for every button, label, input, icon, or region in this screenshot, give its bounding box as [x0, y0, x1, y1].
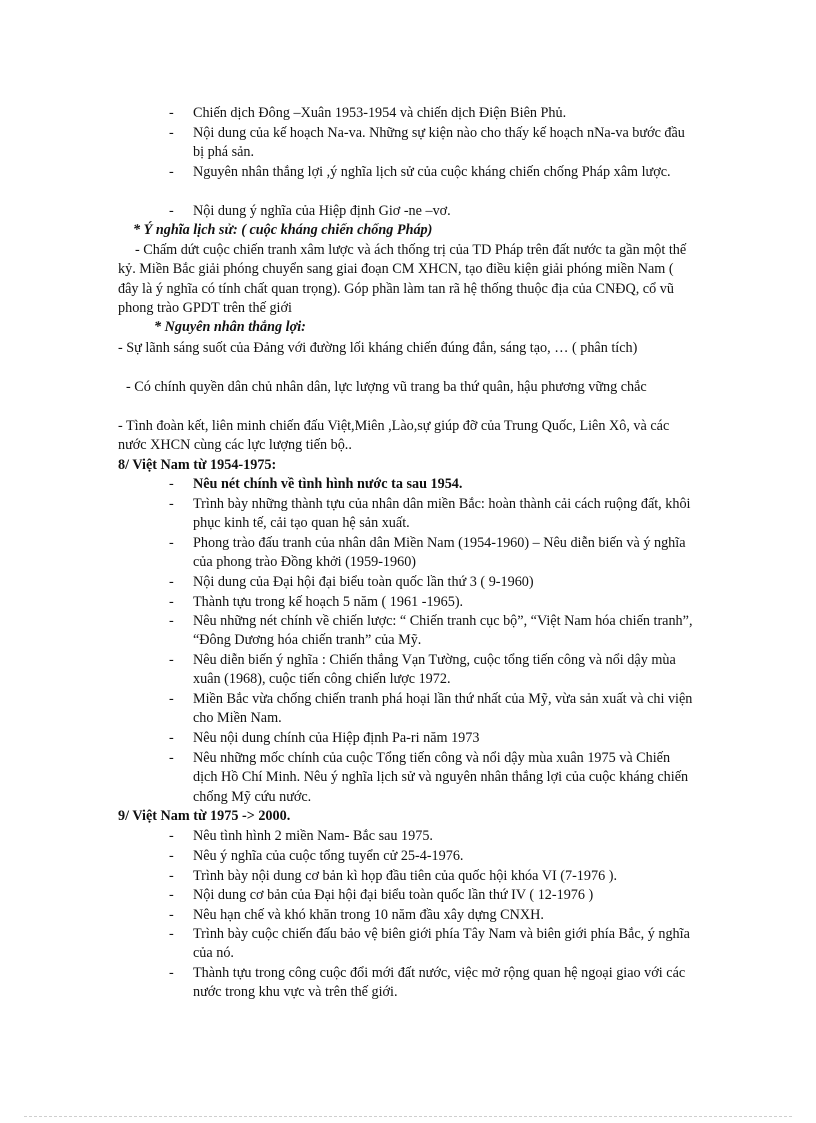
list-item-text: Trình bày những thành tựu của nhân dân miền Bắc: hoàn thành cải cách ruộng đất, khôi phục kinh tế, cải tạo quan hệ sản xuất.: [193, 496, 691, 532]
section-heading-9: [118, 807, 518, 826]
page-bottom-divider: [24, 1116, 792, 1117]
list-dash: -: [169, 868, 174, 884]
list-item-text: Chiến dịch Đông –Xuân 1953-1954 và chiến dịch Điện Biên Phủ.: [193, 105, 567, 121]
list-dash: -: [169, 594, 174, 610]
list-item-text: Nêu nét chính về tình hình nước ta sau 1954.: [193, 476, 463, 492]
list-dash: -: [169, 535, 174, 551]
list-item-text: Nội dung cơ bản của Đại hội đại biểu toàn quốc lần thứ IV ( 12-1976 ): [193, 887, 594, 903]
paragraph-meaning: - Chấm dứt cuộc chiến tranh xâm lược và ách thống trị của TD Pháp trên đất nước ta gần một thế kỷ. Miền Bắc giải phóng chuyển sang giai đoạn CM XHCN, tạo điều kiện giải phóng miền Nam ( đây là ý nghĩa có tính chất quan trọng). Góp phần làm tan rã hệ thống thuộc địa của CNĐQ, cổ vũ phong trào GPDT trên thế giới: [118, 242, 687, 317]
section-heading-9-prefix: 9/ Việt Nam từ 1975 ->: [118, 808, 259, 824]
list-dash: -: [169, 125, 174, 141]
section-heading-causes: * Nguyên nhân thắng lợi:: [154, 319, 306, 335]
list-dash: -: [169, 750, 174, 766]
list-dash: -: [169, 652, 174, 668]
list-dash: -: [169, 907, 174, 923]
list-dash: -: [169, 613, 174, 629]
list-item-text: Nêu những nét chính về chiến lược: “ Chiến tranh cục bộ”, “Việt Nam hóa chiến tranh”, “Đông Dương hóa chiến tranh” của Mỹ.: [193, 613, 693, 649]
list-item-text: Nêu diễn biến ý nghĩa : Chiến thắng Vạn Tường, cuộc tổng tiến công và nổi dậy mùa xuân (1968), cuộc tiến công chiến lược 1972.: [193, 652, 676, 688]
list-dash: -: [169, 476, 174, 492]
section-heading-8: 8/ Việt Nam từ 1954-1975:: [118, 457, 277, 473]
list-item-text: Trình bày nội dung cơ bản kì họp đầu tiên của quốc hội khóa VI (7-1976 ).: [193, 868, 617, 884]
list-item-text: Trình bày cuộc chiến đấu bảo vệ biên giới phía Tây Nam và biên giới phía Bắc, ý nghĩa của nó.: [193, 926, 690, 962]
list-item-text: Thành tựu trong kế hoạch 5 năm ( 1961 -1965).: [193, 594, 464, 610]
list-dash: -: [169, 164, 174, 180]
paragraph-cause-2: - Có chính quyền dân chủ nhân dân, lực lượng vũ trang ba thứ quân, hậu phương vững chắc: [126, 379, 647, 395]
list-dash: -: [169, 105, 174, 121]
list-dash: -: [169, 887, 174, 903]
paragraph-cause-1: - Sự lãnh sáng suốt của Đảng với đường lối kháng chiến đúng đắn, sáng tạo, … ( phân tích): [118, 340, 638, 356]
list-item-text: Nguyên nhân thắng lợi ,ý nghĩa lịch sử của cuộc kháng chiến chống Pháp xâm lược.: [193, 164, 671, 180]
list-dash: -: [169, 926, 174, 942]
list-dash: -: [169, 828, 174, 844]
list-item-text: Nêu tình hình 2 miền Nam- Bắc sau 1975.: [193, 828, 433, 844]
list-item-text: Miền Bắc vừa chống chiến tranh phá hoại lần thứ nhất của Mỹ, vừa sản xuất và chi viện cho Miền Nam.: [193, 691, 693, 727]
list-item-text: Nêu nội dung chính của Hiệp định Pa-ri năm 1973: [193, 730, 480, 746]
list-item-text: Nội dung của Đại hội đại biểu toàn quốc lần thứ 3 ( 9-1960): [193, 574, 534, 590]
list-item-text: Phong trào đấu tranh của nhân dân Miền Nam (1954-1960) – Nêu diễn biến và ý nghĩa của phong trào Đồng khởi (1959-1960): [193, 535, 686, 571]
list-item-text: Nêu hạn chế và khó khăn trong 10 năm đầu xây dựng CNXH.: [193, 907, 544, 923]
list-item-text: Nội dung ý nghĩa của Hiệp định Giơ -ne –vơ.: [193, 203, 451, 219]
list-item-text: Nêu những mốc chính của cuộc Tổng tiến công và nổi dậy mùa xuân 1975 và Chiến dịch Hồ Chí Minh. Nêu ý nghĩa lịch sử và nguyên nhân thắng lợi của cuộc kháng chiến chống Mỹ cứu nước.: [193, 750, 689, 805]
list-dash: -: [169, 691, 174, 707]
list-dash: -: [169, 203, 174, 219]
paragraph-cause-3: - Tình đoàn kết, liên minh chiến đấu Việt,Miên ,Lào,sự giúp đỡ của Trung Quốc, Liên Xô, và các nước XHCN cùng các lực lượng tiến bộ..: [118, 418, 670, 454]
list-dash: -: [169, 730, 174, 746]
section-heading-9-year: 2000.: [258, 808, 291, 824]
list-dash: -: [169, 965, 174, 981]
list-item-text: Nội dung của kế hoạch Na-va. Những sự kiện nào cho thấy kế hoạch nNa-va bước đầu bị phá sản.: [193, 125, 685, 161]
list-item-text: Nêu ý nghĩa của cuộc tổng tuyển cử 25-4-1976.: [193, 848, 464, 864]
list-dash: -: [169, 574, 174, 590]
list-dash: -: [169, 848, 174, 864]
list-dash: -: [169, 496, 174, 512]
list-item-text: Thành tựu trong công cuộc đổi mới đất nước, việc mở rộng quan hệ ngoại giao với các nước trong khu vực và trên thế giới.: [193, 965, 686, 1001]
section-heading-meaning: * Ý nghĩa lịch sử: ( cuộc kháng chiến chống Pháp): [133, 222, 433, 238]
